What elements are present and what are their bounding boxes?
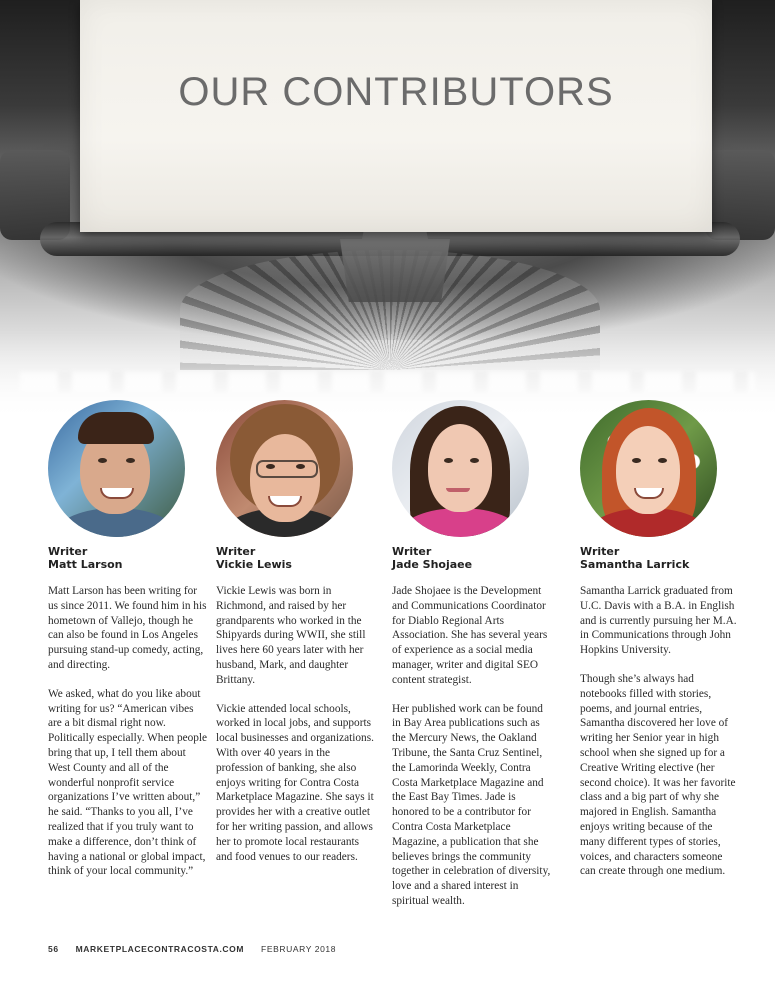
contributor-card-vickie-lewis — [216, 400, 376, 878]
bio-paragraph: Her published work can be found in Bay Area publications such as the Mercury News, the Oakland Tribune, the Santa Cruz Sentinel, the Lamorinda Weekly, Contra Costa Marketplace Magazine and the East Bay Times. Jade is honored to be a contributor for Contra Costa Marketplace Magazine, a publication that she believes brings the community together in celebration of diversity, love and a shared interest in spiritual wealth. — [392, 702, 551, 907]
bio-paragraph: Jade Shojaee is the Development and Communications Coordinator for Diablo Regional Arts Association. She has several years of experience as a social media manager, writer and digital SEO content strategist. — [392, 585, 548, 686]
bio-paragraph: Matt Larson has been writing for us since 2011. We found him in his hometown of Vallejo, though he can also be found in Los Angeles pursuing stand-up comedy, acting, and directing. — [48, 585, 207, 671]
contributor-name: Vickie Lewis — [216, 558, 292, 571]
typewriter-hero-image — [0, 0, 775, 420]
bio-paragraph: Though she’s always had notebooks filled with stories, poems, and journal entries, Samantha discovered her love of writing her Senior year in high school when she signed up for a Creative Writing elective (her second choice). It was her favorite class and a big part of why she majored in English. Samantha enjoys writing because of the many different types of stories, voices, and characters someone can create through one medium. — [580, 672, 736, 878]
contributor-card-matt-larson — [48, 400, 208, 893]
contributor-name: Samantha Larrick — [580, 558, 690, 571]
contributor-role: Writer — [580, 545, 620, 558]
contributor-role: Writer — [392, 545, 432, 558]
contributor-role: Writer — [48, 545, 88, 558]
avatar-samantha-larrick — [580, 400, 717, 537]
page-number: 56 — [48, 944, 59, 954]
bio-paragraph: Vickie Lewis was born in Richmond, and raised by her grandparents who worked in the Shipyards during WWII, she still lives here 60 years later with her husband, Mark, and daughter Brittany. — [216, 585, 366, 686]
typewriter-paper-sheet — [80, 0, 712, 232]
bio-paragraph: We asked, what do you like about writing for us? “American vibes are a bit dismal right now. Politically especially. When people bring that up, I tell them about West County and all of the wonderful nonprofit service organizations I’ve written about,” he said. “Thanks to you all, I’ve realized that if you truly want to make a difference, don’t think of having a national or global impact, think of your local community.” — [48, 687, 208, 878]
contributor-card-samantha-larrick — [580, 400, 740, 893]
avatar-vickie-lewis — [216, 400, 353, 537]
avatar-jade-shojaee — [392, 400, 529, 537]
avatar-matt-larson — [48, 400, 185, 537]
bio-paragraph: Samantha Larrick graduated from U.C. Davis with a B.A. in English and is currently pursuing her M.A. in Communications through John Hopkins University. — [580, 585, 737, 657]
issue-date: FEBRUARY 2018 — [261, 944, 337, 954]
contributor-name: Jade Shojaee — [392, 558, 473, 571]
page-title: OUR CONTRIBUTORS — [178, 70, 614, 114]
page-footer — [48, 944, 336, 954]
contributor-role: Writer — [216, 545, 256, 558]
contributor-card-jade-shojaee — [392, 400, 552, 923]
website-link[interactable]: MARKETPLACECONTRACOSTA.COM — [75, 944, 245, 954]
contributor-name: Matt Larson — [48, 558, 123, 571]
bio-paragraph: Vickie attended local schools, worked in local jobs, and supports local businesses and organizations. With over 40 years in the profession of banking, she also enjoys writing for Contra Costa Marketplace Magazine. She says it provides her with a creative outlet for her writing passion, and allows her to promote local restaurants and food venues to our readers. — [216, 702, 374, 863]
